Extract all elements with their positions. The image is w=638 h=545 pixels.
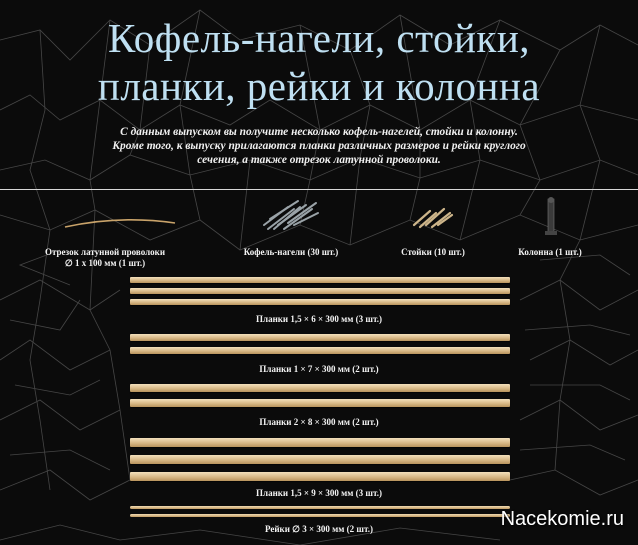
belaying-pins-image bbox=[258, 195, 322, 235]
wire-label-line-2: ∅ 1 x 100 мм (1 шт.) bbox=[64, 258, 146, 268]
intro-line-1: С данным выпуском вы получите несколько кофель-нагелей, стойки и колонну. bbox=[120, 126, 518, 138]
intro-text bbox=[64, 125, 574, 167]
column-label: Колонна (1 шт.) bbox=[518, 247, 582, 257]
rod-3-b bbox=[130, 514, 510, 517]
wire-label bbox=[40, 247, 170, 269]
stanchions-label: Стойки (10 шт.) bbox=[401, 247, 465, 257]
plank-label-1x7: Планки 1 × 7 × 300 мм (2 шт.) bbox=[259, 364, 379, 374]
stanchions-image bbox=[408, 203, 456, 231]
plank-label-2x8: Планки 2 × 8 × 300 мм (2 шт.) bbox=[259, 417, 379, 427]
plank-1-5x9-a bbox=[130, 438, 510, 447]
plank-1-5x6-c bbox=[130, 299, 510, 305]
plank-1x7-b bbox=[130, 347, 510, 354]
rod-label: Рейки ∅ 3 × 300 мм (2 шт.) bbox=[265, 524, 373, 534]
section-divider bbox=[0, 189, 638, 190]
page-title-line-1: Кофель-нагели, стойки, bbox=[107, 15, 531, 61]
brass-wire-image bbox=[60, 205, 180, 235]
rod-3-a bbox=[130, 506, 510, 509]
plank-1x7-a bbox=[130, 334, 510, 341]
intro-line-2: Кроме того, к выпуску прилагаются планки различных размеров и рейки круглого bbox=[112, 140, 526, 152]
plank-2x8-b bbox=[130, 399, 510, 407]
plank-2x8-a bbox=[130, 384, 510, 392]
plank-1-5x6-a bbox=[130, 277, 510, 283]
plank-1-5x9-c bbox=[130, 472, 510, 481]
page-title-line-2: планки, рейки и колонна bbox=[97, 63, 541, 109]
column-image bbox=[540, 195, 562, 239]
pins-label: Кофель-нагели (30 шт.) bbox=[243, 247, 339, 257]
intro-line-3: сечения, а также отрезок латунной проволоки. bbox=[197, 154, 441, 166]
wire-label-line-1: Отрезок латунной проволоки bbox=[44, 247, 166, 257]
watermark: Nacekomie.ru bbox=[500, 508, 624, 530]
plank-1-5x9-b bbox=[130, 455, 510, 464]
plank-label-1-5x6: Планки 1,5 × 6 × 300 мм (3 шт.) bbox=[256, 314, 382, 324]
plank-1-5x6-b bbox=[130, 288, 510, 294]
plank-label-1-5x9: Планки 1,5 × 9 × 300 мм (3 шт.) bbox=[256, 488, 382, 498]
